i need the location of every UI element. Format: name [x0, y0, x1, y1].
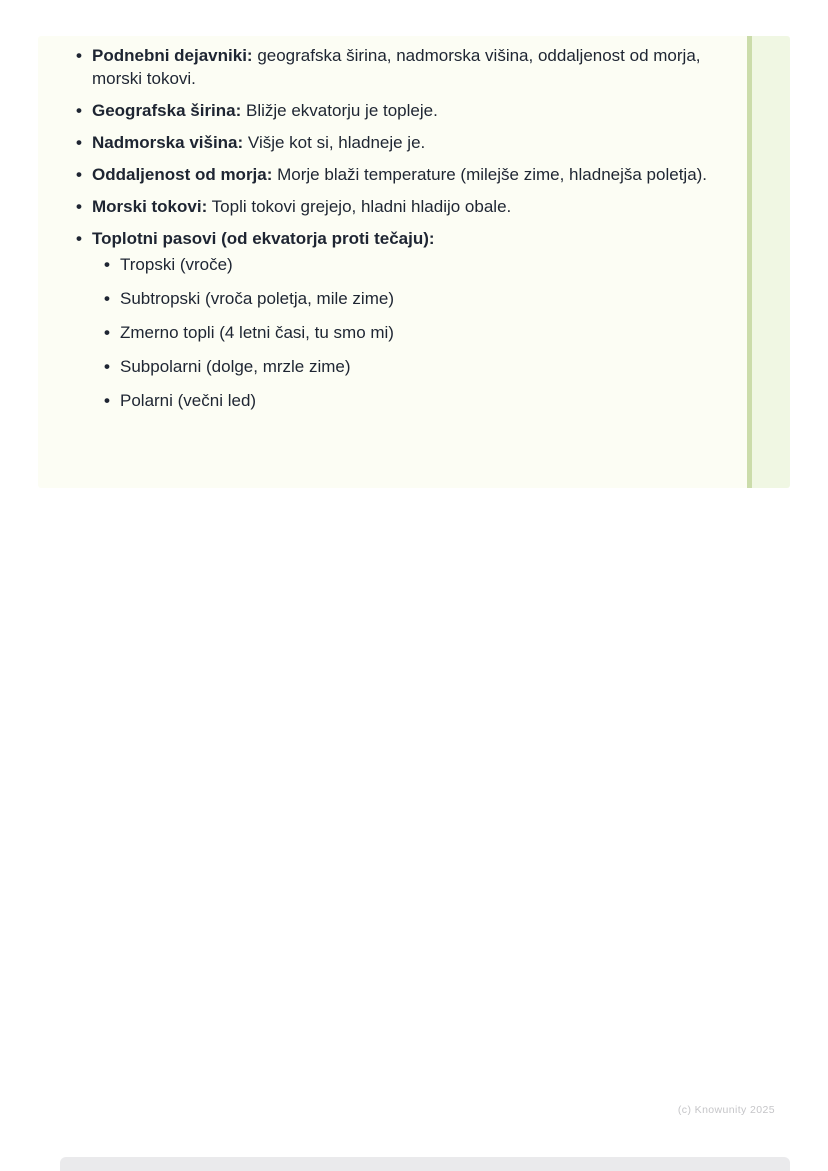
list-item-text: Morje blaži temperature (milejše zime, hladnejša poletja).	[272, 165, 708, 184]
sub-bullet-list	[92, 253, 712, 412]
accent-bar	[747, 36, 790, 488]
sub-list-item: • Zmerno topli (4 letni časi, tu smo mi)	[120, 321, 712, 344]
list-item	[92, 99, 712, 122]
list-item-text: Topli tokovi grejejo, hladni hladijo obale.	[207, 197, 512, 216]
list-item-text: Bližje ekvatorju je topleje.	[241, 101, 438, 120]
list-item	[92, 195, 712, 218]
list-item	[92, 227, 712, 412]
list-item-label: Toplotni pasovi (od ekvatorja proti tečaju):	[92, 229, 435, 248]
sub-list-item: • Subtropski (vroča poletja, mile zime)	[120, 287, 712, 310]
accent-stripe	[747, 36, 752, 488]
next-page-edge	[60, 1157, 790, 1171]
copyright-text: (c) Knowunity 2025	[677, 1104, 775, 1116]
list-item-label: Morski tokovi:	[92, 197, 208, 216]
list-item-text: geografska širina, nadmorska višina, oddaljenost od morja, morski tokovi.	[92, 46, 701, 88]
note-content	[38, 36, 747, 488]
list-item	[92, 131, 712, 154]
sub-list-item: • Polarni (večni led)	[120, 389, 712, 412]
sub-list-item: • Tropski (vroče)	[120, 253, 712, 276]
list-item-label: Oddaljenost od morja:	[92, 165, 273, 184]
list-item	[92, 163, 712, 186]
list-item-label: Podnebni dejavniki:	[92, 46, 253, 65]
list-item-text: Višje kot si, hladneje je.	[243, 133, 426, 152]
list-item-label: Nadmorska višina:	[92, 133, 244, 152]
bullet-list	[38, 44, 712, 412]
list-item	[92, 44, 712, 90]
note-card	[38, 36, 790, 488]
list-item-label: Geografska širina:	[92, 101, 242, 120]
sub-list-item: • Subpolarni (dolge, mrzle zime)	[120, 355, 712, 378]
